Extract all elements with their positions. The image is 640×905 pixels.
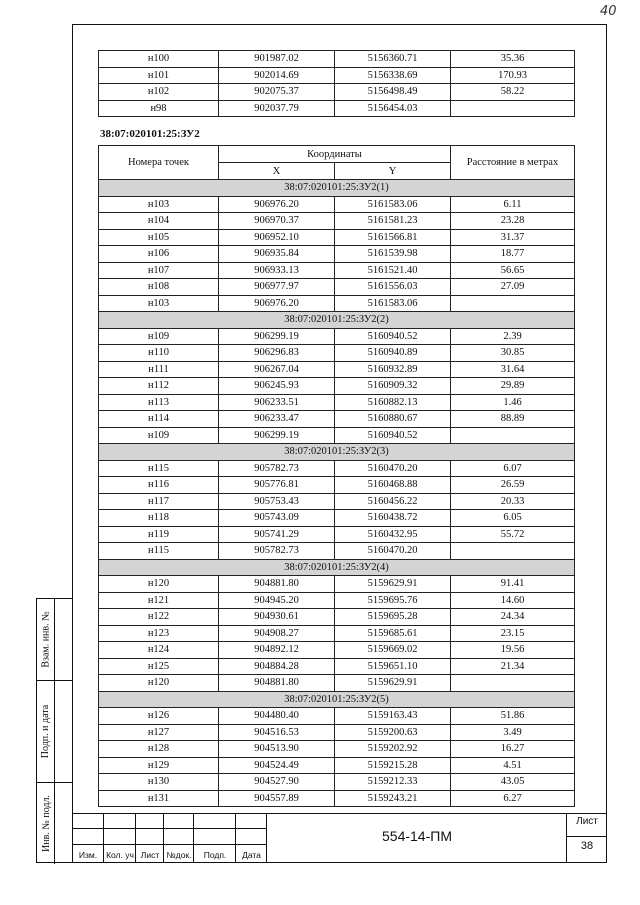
x-cell: 902014.69 [219, 67, 335, 84]
x-cell: 905741.29 [219, 526, 335, 543]
strip-inv-label: Инв. № подл. [40, 795, 52, 852]
table-row [99, 328, 575, 345]
table-row [99, 708, 575, 725]
x-cell: 902037.79 [219, 100, 335, 117]
group-title: 38:07:020101:25:ЗУ2(3) [99, 444, 575, 461]
point-cell: н98 [99, 100, 219, 117]
distance-cell: 3.49 [451, 724, 575, 741]
point-cell: н128 [99, 741, 219, 758]
table-row [99, 411, 575, 428]
x-cell: 906267.04 [219, 361, 335, 378]
point-cell: н115 [99, 460, 219, 477]
group-title: 38:07:020101:25:ЗУ2(2) [99, 312, 575, 329]
group-title: 38:07:020101:25:ЗУ2(1) [99, 180, 575, 197]
table-row [99, 625, 575, 642]
stamp-col-kol: Кол. уч [106, 850, 134, 860]
x-cell: 906233.47 [219, 411, 335, 428]
y-cell: 5161583.06 [335, 295, 451, 312]
group-header-row [99, 180, 575, 197]
distance-cell [451, 427, 575, 444]
point-cell: н102 [99, 84, 219, 101]
distance-cell [451, 295, 575, 312]
point-cell: н129 [99, 757, 219, 774]
x-cell: 906970.37 [219, 213, 335, 230]
point-cell: н120 [99, 576, 219, 593]
point-cell: н100 [99, 51, 219, 68]
strip-podp-label: Подп. и дата [40, 704, 52, 759]
x-cell: 901987.02 [219, 51, 335, 68]
x-cell: 906299.19 [219, 427, 335, 444]
x-cell: 904945.20 [219, 592, 335, 609]
table-row [99, 279, 575, 296]
distance-cell [451, 675, 575, 692]
distance-cell: 21.34 [451, 658, 575, 675]
x-cell: 906976.20 [219, 295, 335, 312]
table-row [99, 510, 575, 527]
table-row [99, 229, 575, 246]
distance-cell: 27.09 [451, 279, 575, 296]
table-row [99, 790, 575, 807]
y-cell: 5159695.76 [335, 592, 451, 609]
table-row [99, 213, 575, 230]
stamp-col-ndok: №док. [166, 850, 192, 860]
stamp-col-data: Дата [242, 850, 261, 860]
table-row [99, 675, 575, 692]
y-cell: 5160940.52 [335, 427, 451, 444]
x-cell: 904884.28 [219, 658, 335, 675]
distance-cell [451, 543, 575, 560]
section-title: 38:07:020101:25:ЗУ2 [100, 128, 200, 140]
strip-vzam-label: Взам. инв. № [40, 611, 52, 668]
point-cell: н112 [99, 378, 219, 395]
distance-cell: 20.33 [451, 493, 575, 510]
point-cell: н113 [99, 394, 219, 411]
distance-cell: 56.65 [451, 262, 575, 279]
coordinates-table [98, 145, 575, 807]
distance-cell: 14.60 [451, 592, 575, 609]
distance-cell: 26.59 [451, 477, 575, 494]
point-cell: н123 [99, 625, 219, 642]
y-cell: 5156454.03 [335, 100, 451, 117]
header-y: Y [335, 163, 451, 180]
x-cell: 906977.97 [219, 279, 335, 296]
stamp-col-list: Лист [140, 850, 160, 860]
table-row [99, 658, 575, 675]
distance-cell: 1.46 [451, 394, 575, 411]
y-cell: 5161556.03 [335, 279, 451, 296]
distance-cell: 29.89 [451, 378, 575, 395]
y-cell: 5160468.88 [335, 477, 451, 494]
y-cell: 5156498.49 [335, 84, 451, 101]
strip-podp [37, 681, 72, 783]
y-cell: 5161521.40 [335, 262, 451, 279]
x-cell: 906245.93 [219, 378, 335, 395]
y-cell: 5159685.61 [335, 625, 451, 642]
point-cell: н131 [99, 790, 219, 807]
x-cell: 905782.73 [219, 543, 335, 560]
point-cell: н103 [99, 196, 219, 213]
handwritten-page-number: 40 [600, 4, 617, 19]
distance-cell: 6.07 [451, 460, 575, 477]
table-row [99, 642, 575, 659]
y-cell: 5156338.69 [335, 67, 451, 84]
header-points: Номера точек [99, 146, 219, 180]
x-cell: 904524.49 [219, 757, 335, 774]
x-cell: 904881.80 [219, 675, 335, 692]
point-cell: н114 [99, 411, 219, 428]
distance-cell: 88.89 [451, 411, 575, 428]
x-cell: 902075.37 [219, 84, 335, 101]
table-row [99, 493, 575, 510]
x-cell: 906233.51 [219, 394, 335, 411]
table-row [99, 345, 575, 362]
table-row [99, 196, 575, 213]
point-cell: н108 [99, 279, 219, 296]
stamp-col-podp: Подп. [203, 850, 227, 860]
document-code: 554-14-ПМ [382, 828, 452, 844]
x-cell: 906933.13 [219, 262, 335, 279]
coordinates-table-continued [98, 50, 575, 117]
distance-cell: 31.37 [451, 229, 575, 246]
point-cell: н127 [99, 724, 219, 741]
distance-cell: 18.77 [451, 246, 575, 263]
point-cell: н109 [99, 427, 219, 444]
point-cell: н126 [99, 708, 219, 725]
x-cell: 906935.84 [219, 246, 335, 263]
table-row [99, 724, 575, 741]
x-cell: 904930.61 [219, 609, 335, 626]
y-cell: 5159202.92 [335, 741, 451, 758]
table-row [99, 609, 575, 626]
y-cell: 5160940.52 [335, 328, 451, 345]
stamp-col-izm: Изм. [78, 850, 98, 860]
table-row [99, 84, 575, 101]
table-row [99, 741, 575, 758]
y-cell: 5160456.22 [335, 493, 451, 510]
x-cell: 905743.09 [219, 510, 335, 527]
y-cell: 5160880.67 [335, 411, 451, 428]
table-row [99, 100, 575, 117]
table-row [99, 592, 575, 609]
y-cell: 5159215.28 [335, 757, 451, 774]
group-header-row [99, 444, 575, 461]
y-cell: 5159629.91 [335, 675, 451, 692]
group-title: 38:07:020101:25:ЗУ2(5) [99, 691, 575, 708]
point-cell: н101 [99, 67, 219, 84]
y-cell: 5161566.81 [335, 229, 451, 246]
y-cell: 5159163.43 [335, 708, 451, 725]
y-cell: 5159669.02 [335, 642, 451, 659]
x-cell: 904892.12 [219, 642, 335, 659]
group-header-row [99, 559, 575, 576]
table-row [99, 295, 575, 312]
point-cell: н115 [99, 543, 219, 560]
title-block [72, 813, 607, 863]
table-row [99, 427, 575, 444]
distance-cell: 35.36 [451, 51, 575, 68]
distance-cell: 16.27 [451, 741, 575, 758]
distance-cell: 23.15 [451, 625, 575, 642]
point-cell: н119 [99, 526, 219, 543]
distance-cell: 4.51 [451, 757, 575, 774]
distance-cell: 51.86 [451, 708, 575, 725]
x-cell: 904480.40 [219, 708, 335, 725]
table-row [99, 460, 575, 477]
group-header-row [99, 691, 575, 708]
distance-cell: 24.34 [451, 609, 575, 626]
y-cell: 5156360.71 [335, 51, 451, 68]
y-cell: 5160940.89 [335, 345, 451, 362]
distance-cell: 31.64 [451, 361, 575, 378]
y-cell: 5161583.06 [335, 196, 451, 213]
x-cell: 906296.83 [219, 345, 335, 362]
y-cell: 5161539.98 [335, 246, 451, 263]
distance-cell: 30.85 [451, 345, 575, 362]
table-row [99, 378, 575, 395]
table-row [99, 361, 575, 378]
table-row [99, 477, 575, 494]
y-cell: 5159629.91 [335, 576, 451, 593]
point-cell: н120 [99, 675, 219, 692]
table-row [99, 543, 575, 560]
x-cell: 906952.10 [219, 229, 335, 246]
distance-cell: 19.56 [451, 642, 575, 659]
point-cell: н130 [99, 774, 219, 791]
distance-cell: 43.05 [451, 774, 575, 791]
y-cell: 5160932.89 [335, 361, 451, 378]
x-cell: 904908.27 [219, 625, 335, 642]
table-row [99, 576, 575, 593]
point-cell: н105 [99, 229, 219, 246]
table-row [99, 394, 575, 411]
table-row [99, 262, 575, 279]
group-title: 38:07:020101:25:ЗУ2(4) [99, 559, 575, 576]
x-cell: 905753.43 [219, 493, 335, 510]
sheet-label: Лист [576, 816, 598, 827]
x-cell: 906976.20 [219, 196, 335, 213]
header-coords: Координаты [219, 146, 451, 163]
y-cell: 5160432.95 [335, 526, 451, 543]
x-cell: 904513.90 [219, 741, 335, 758]
y-cell: 5159243.21 [335, 790, 451, 807]
y-cell: 5160909.32 [335, 378, 451, 395]
distance-cell: 6.27 [451, 790, 575, 807]
table-row [99, 51, 575, 68]
table-row [99, 757, 575, 774]
table-row [99, 774, 575, 791]
y-cell: 5159212.33 [335, 774, 451, 791]
strip-inv [37, 783, 72, 864]
point-cell: н106 [99, 246, 219, 263]
x-cell: 904527.90 [219, 774, 335, 791]
distance-cell: 2.39 [451, 328, 575, 345]
sheet-number: 38 [580, 840, 594, 852]
point-cell: н111 [99, 361, 219, 378]
x-cell: 906299.19 [219, 328, 335, 345]
point-cell: н117 [99, 493, 219, 510]
x-cell: 904557.89 [219, 790, 335, 807]
point-cell: н125 [99, 658, 219, 675]
y-cell: 5160470.20 [335, 460, 451, 477]
y-cell: 5161581.23 [335, 213, 451, 230]
header-x: X [219, 163, 335, 180]
point-cell: н118 [99, 510, 219, 527]
distance-cell: 23.28 [451, 213, 575, 230]
y-cell: 5159200.63 [335, 724, 451, 741]
table-row [99, 246, 575, 263]
y-cell: 5160470.20 [335, 543, 451, 560]
point-cell: н107 [99, 262, 219, 279]
y-cell: 5160438.72 [335, 510, 451, 527]
point-cell: н124 [99, 642, 219, 659]
distance-cell: 58.22 [451, 84, 575, 101]
distance-cell: 55.72 [451, 526, 575, 543]
distance-cell: 6.05 [451, 510, 575, 527]
point-cell: н109 [99, 328, 219, 345]
x-cell: 904516.53 [219, 724, 335, 741]
point-cell: н121 [99, 592, 219, 609]
table-row [99, 67, 575, 84]
group-header-row [99, 312, 575, 329]
point-cell: н110 [99, 345, 219, 362]
table-row [99, 526, 575, 543]
y-cell: 5159695.28 [335, 609, 451, 626]
header-distance: Расстояние в метрах [451, 146, 575, 180]
point-cell: н122 [99, 609, 219, 626]
point-cell: н116 [99, 477, 219, 494]
distance-cell: 6.11 [451, 196, 575, 213]
y-cell: 5159651.10 [335, 658, 451, 675]
distance-cell: 170.93 [451, 67, 575, 84]
side-strip [36, 598, 72, 863]
strip-vzam [37, 599, 72, 681]
distance-cell [451, 100, 575, 117]
point-cell: н103 [99, 295, 219, 312]
x-cell: 905776.81 [219, 477, 335, 494]
y-cell: 5160882.13 [335, 394, 451, 411]
x-cell: 904881.80 [219, 576, 335, 593]
distance-cell: 91.41 [451, 576, 575, 593]
x-cell: 905782.73 [219, 460, 335, 477]
point-cell: н104 [99, 213, 219, 230]
